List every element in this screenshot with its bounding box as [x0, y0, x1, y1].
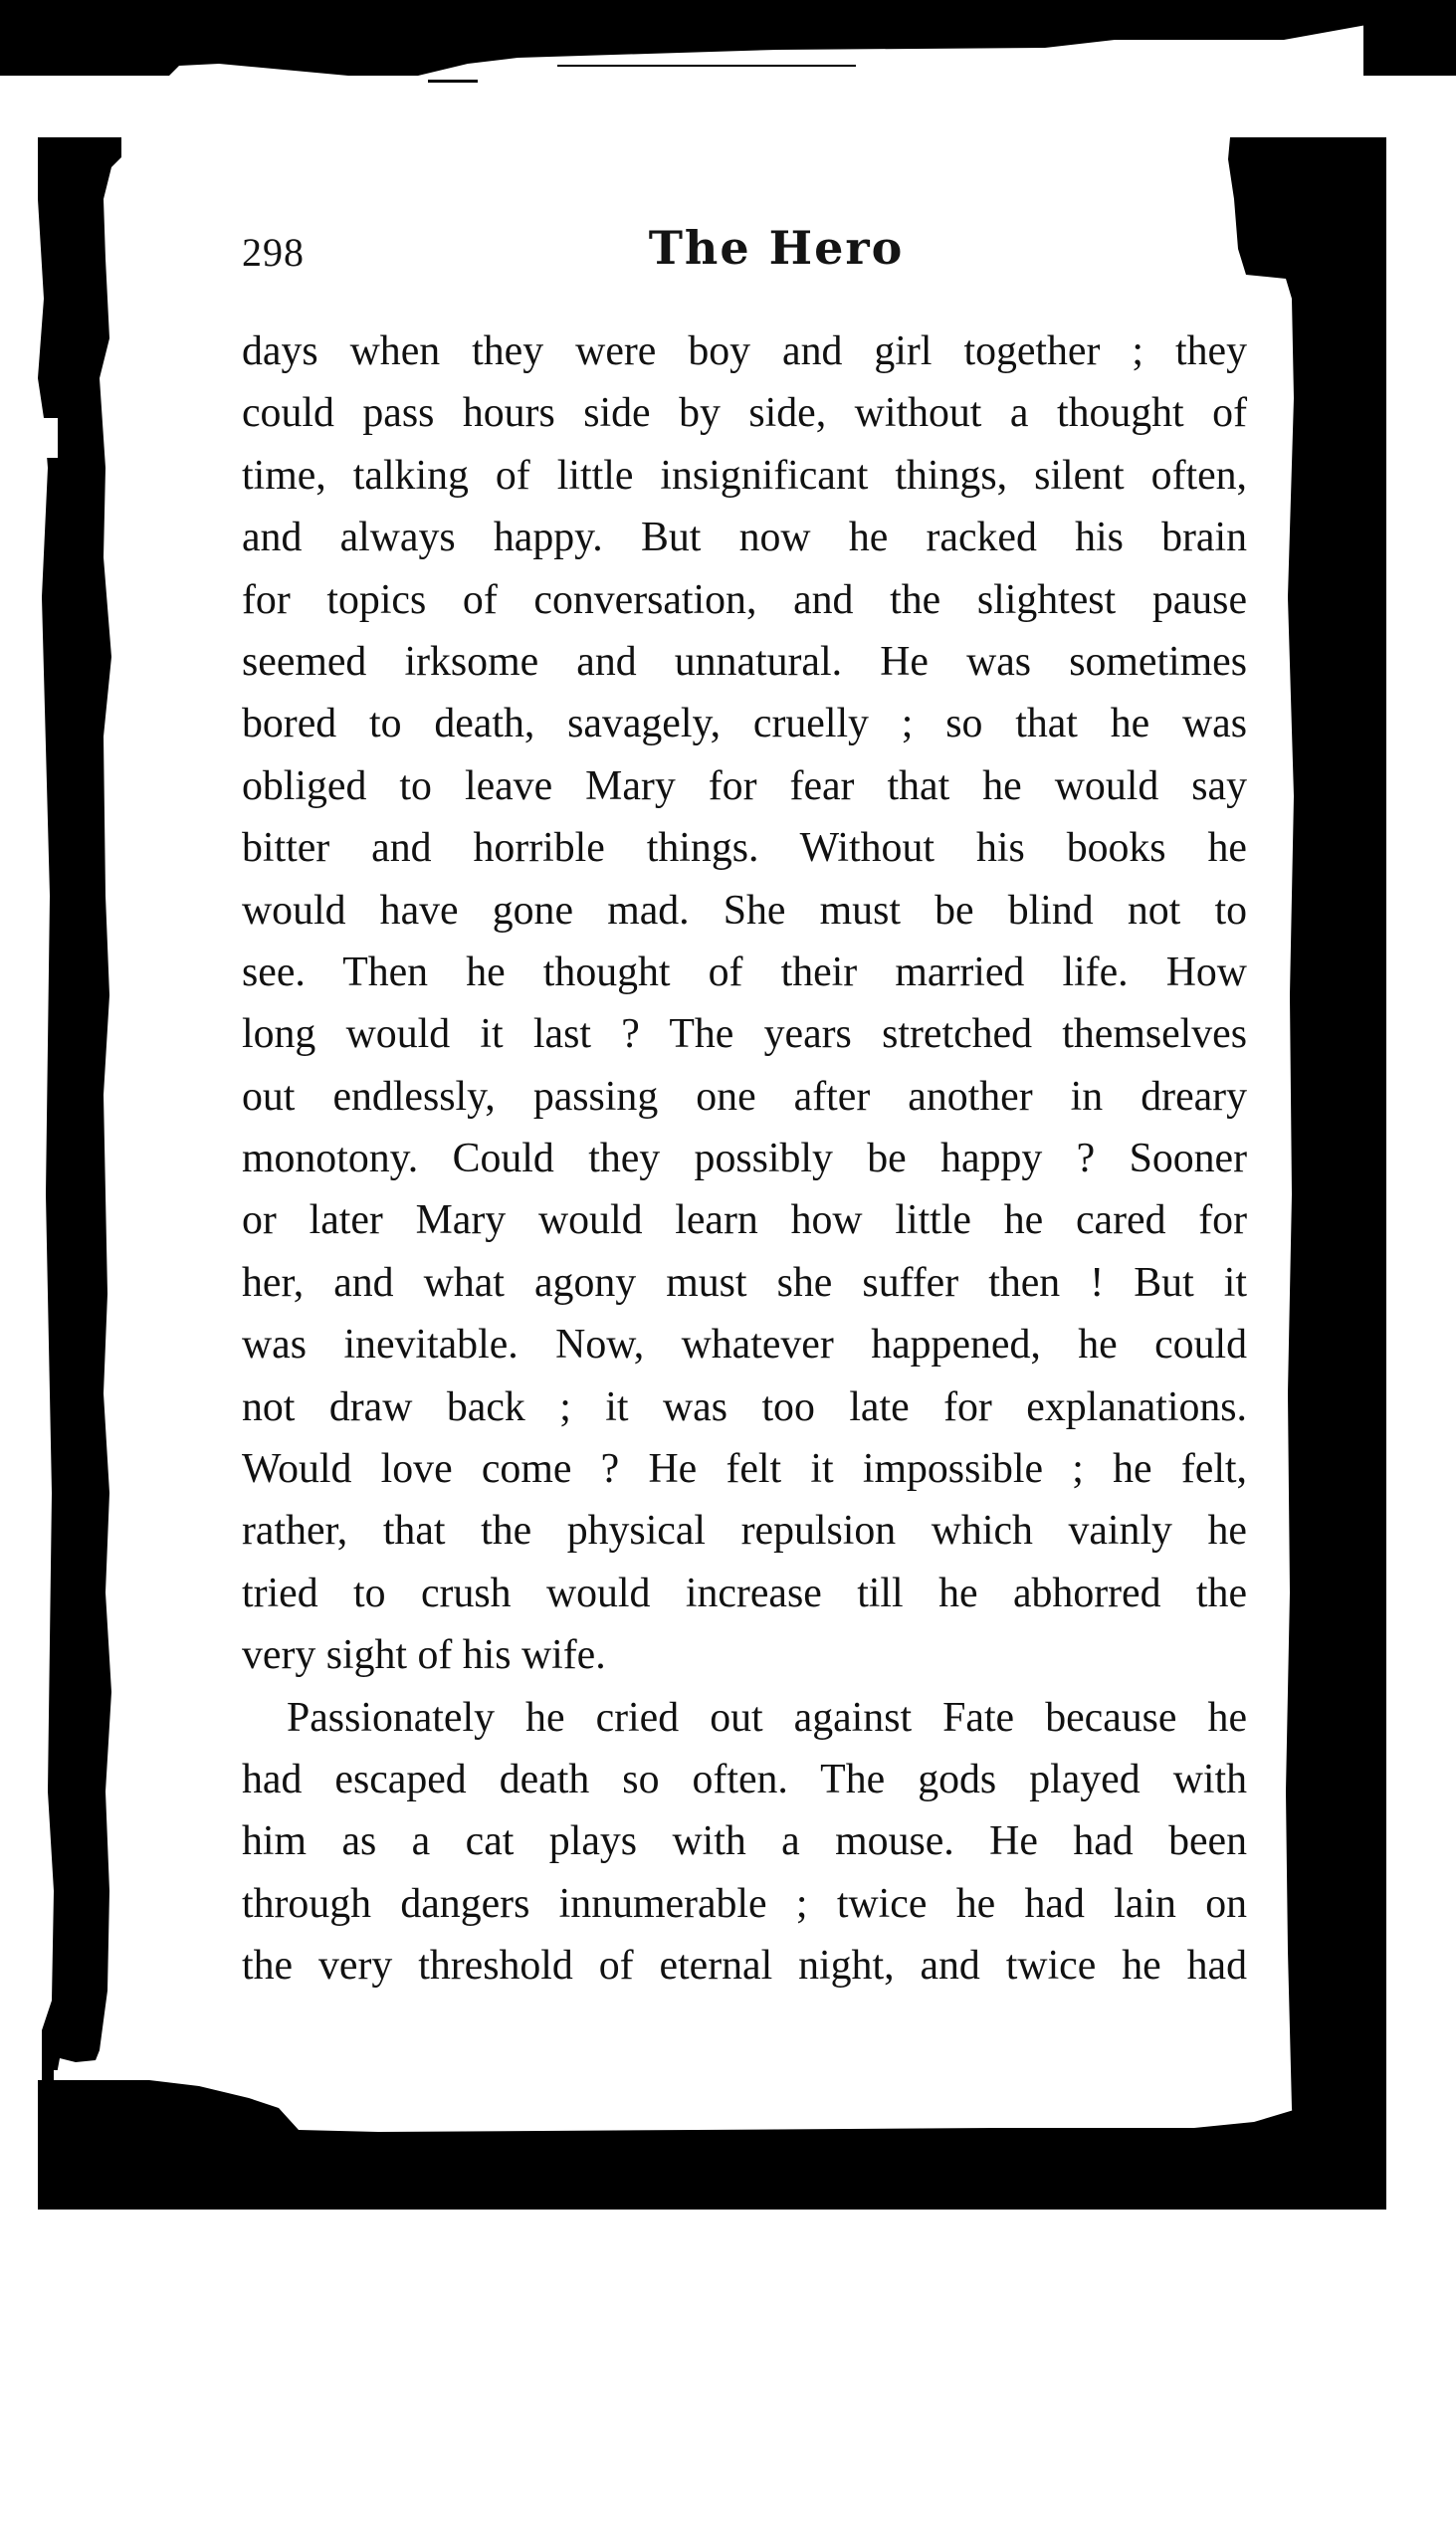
text-line: Would love come ? He felt it impossible ; he felt, — [242, 1446, 1247, 1493]
text-line: obliged to leave Mary for fear that he would say — [242, 762, 1247, 809]
page-number: 298 — [242, 230, 305, 275]
text-line: monotony. Could they possibly be happy ? Sooner — [242, 1136, 1247, 1182]
text-line: her, and what agony must she suffer then ! But it — [242, 1259, 1247, 1306]
body-text — [242, 320, 1247, 1998]
text-line: tried to crush would increase till he abhorred the — [242, 1570, 1247, 1616]
text-line: days when they were boy and girl together ; they — [242, 328, 1247, 374]
text-line: and always happy. But now he racked his brain — [242, 515, 1247, 561]
text-line: bored to death, savagely, cruelly ; so that he was — [242, 701, 1247, 747]
text-line: time, talking of little insignificant things, silent often, — [242, 452, 1247, 499]
text-line: not draw back ; it was too late for explanations. — [242, 1383, 1247, 1430]
text-line: see. Then he thought of their married life. How — [242, 949, 1247, 995]
text-line: for topics of conversation, and the slightest pause — [242, 576, 1247, 623]
text-line: him as a cat plays with a mouse. He had been — [242, 1818, 1247, 1865]
text-line: long would it last ? The years stretched themselves — [242, 1011, 1247, 1058]
text-line: through dangers innumerable ; twice he had lain on — [242, 1880, 1247, 1927]
text-line: rather, that the physical repulsion which vainly he — [242, 1508, 1247, 1555]
text-line: seemed irksome and unnatural. He was sometimes — [242, 638, 1247, 685]
text-line: could pass hours side by side, without a thought of — [242, 390, 1247, 437]
text-line: very sight of his wife. — [242, 1632, 606, 1679]
text-line: was inevitable. Now, whatever happened, he could — [242, 1322, 1247, 1369]
running-title: The Hero — [648, 221, 905, 275]
text-line: would have gone mad. She must be blind not to — [242, 887, 1247, 934]
text-line: Passionately he cried out against Fate because he — [287, 1694, 1247, 1741]
text-line: bitter and horrible things. Without his books he — [242, 825, 1247, 872]
text-line: or later Mary would learn how little he cared for — [242, 1197, 1247, 1244]
text-line: the very threshold of eternal night, and twice he had — [242, 1943, 1247, 1990]
text-line: out endlessly, passing one after another in dreary — [242, 1073, 1247, 1120]
text-line: had escaped death so often. The gods played with — [242, 1756, 1247, 1802]
